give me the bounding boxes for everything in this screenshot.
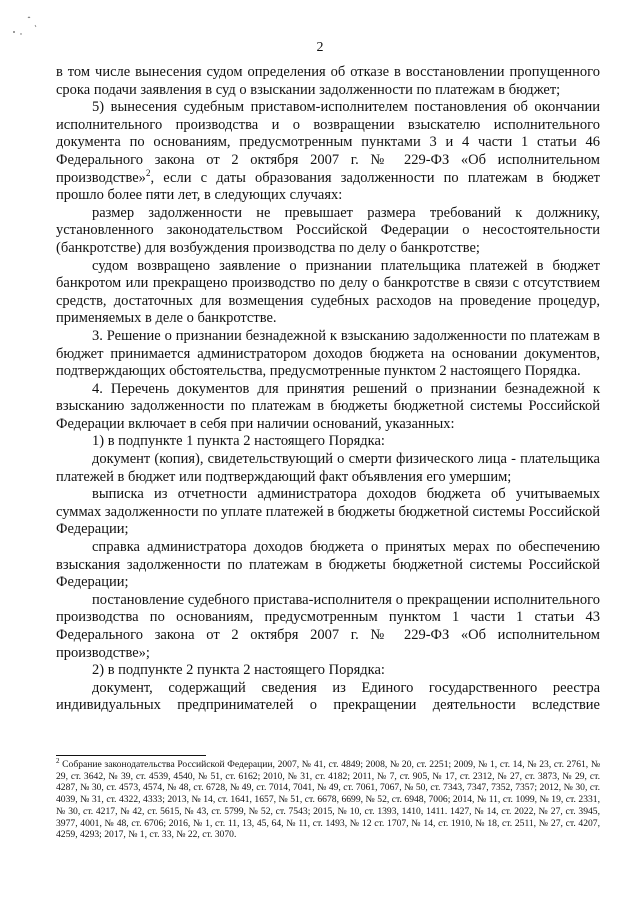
- footnote-reference: 2: [145, 167, 151, 178]
- paragraph-5-item-3: 3. Решение о признании безнадежной к взысканию задолженности по платежам в бюджет принимается администратором доходов бюджета на основании документов, подтверждающих обстоятельства, предусмотренные пунктом 2 настоящего Порядка.: [56, 327, 600, 380]
- scan-artifact-marks: [8, 12, 48, 42]
- footnote-text: Собрание законодательства Российской Федерации, 2007, № 41, ст. 4849; 2008, № 20, ст. 2251; 2009, № 1, ст. 14, № 23, ст. 2761, № 29, ст. 3642, № 39, ст. 4539, 4540, № 51, ст. 6162; 2010, № 31, ст. 4182; 2011, № 7, ст. 905, № 17, ст. 2312, № 27, ст. 3873, № 29, ст. 4287, № 30, ст. 4573, 4574, № 48, ст. 6728, № 49, ст. 7014, 7041, № 49, ст. 7061, 7067, № 50, ст. 7343, 7347, 7352, 7357; 2012, № 30, ст. 4039, № 31, ст. 4322, 4333; 2013, № 14, ст. 1641, 1657, № 51, ст. 6678, 6699, № 52, ст. 6948, 7006; 2014, № 11, ст. 1099, № 19, ст. 2331, № 30, ст. 4217, № 42, ст. 5615, № 43, ст. 5799, № 52, ст. 7543; 2015, № 10, ст. 1393, 1410, 1411. 1427, № 14, ст. 2022, № 27, ст. 3945, 3977, 4001, № 48, ст. 6706; 2016, № 1, ст. 11, 13, 45, 64, № 11, ст. 1493, № 12 ст. 1707, № 14, ст. 1910, № 18, ст. 2511, № 27, ст. 4207, 4259, 4293; 2017, № 1, ст. 33, № 22, ст. 3070.: [56, 759, 600, 841]
- footnote-divider: [56, 755, 206, 756]
- footnote-2: [56, 756, 600, 841]
- paragraph-4: судом возвращено заявление о признании плательщика платежей в бюджет банкротом или прекращено производство по делу о банкротстве в связи с отсутствием средств, достаточных для возмещения судебных расходов на проведение процедур, применяемых в деле о банкротстве.: [56, 257, 600, 327]
- paragraph-10: справка администратора доходов бюджета о принятых мерах по обеспечению взыскания задолженности по платежам в бюджеты бюджетной системы Российской Федерации;: [56, 539, 600, 591]
- paragraph-9: выписка из отчетности администратора доходов бюджета об учитываемых суммах задолженности по уплате платежей в бюджеты бюджетной системы Российской Федерации;: [56, 486, 600, 538]
- paragraph-2-text-before: 5) вынесения судебным приставом-исполнителем постановления об окончании исполнительного производства и о возвращении взыскателю исполнительного документа по основаниям, предусмотренным пунктами 3 и 4 части 1 статьи 46 Федерального закона от 2 октября 2007 г. № 229-ФЗ «Об исполнительном производстве»: [56, 99, 600, 186]
- paragraph-6-item-4: 4. Перечень документов для принятия решений о признании безнадежной к взысканию задолженности по платежам в бюджеты бюджетной системы Российской Федерации включает в себя при наличии оснований, указанных:: [56, 380, 600, 432]
- paragraph-12-subitem-2: 2) в подпункте 2 пункта 2 настоящего Порядка:: [92, 662, 385, 679]
- paragraph-8: документ (копия), свидетельствующий о смерти физического лица - плательщика платежей в бюджет или подтверждающий факт объявления его умершим;: [56, 451, 600, 485]
- paragraph-2-item-5: [56, 99, 600, 205]
- paragraph-11: постановление судебного пристава-исполнителя о прекращении исполнительного производства по основаниям, предусмотренным пунктом 1 части 1 статьи 43 Федерального закона от 2 октября 2007 г. № 229-ФЗ «Об исполнительном производстве»;: [56, 591, 600, 661]
- paragraph-1: в том числе вынесения судом определения об отказе в восстановлении пропущенного срока подачи заявления в суд о взыскании задолженности по платежам в бюджет;: [56, 64, 600, 98]
- document-body: [56, 64, 600, 715]
- paragraph-13: документ, содержащий сведения из Единого государственного реестра индивидуальных предпринимателей о прекращении деятельности вследствие: [56, 679, 600, 714]
- footnote-marker: 2: [56, 756, 60, 765]
- paragraph-3: размер задолженности не превышает размера требований к должнику, установленного законодательством Российской Федерации о несостоятельности (банкротстве) для возбуждения производства по делу о банкротстве;: [56, 204, 600, 256]
- paragraph-2-text-after: , если с даты образования задолженности по платежам в бюджет прошло более пяти лет, в следующих случаях:: [56, 169, 600, 204]
- page-number: 2: [316, 40, 324, 55]
- paragraph-7-subitem-1: 1) в подпункте 1 пункта 2 настоящего Порядка:: [92, 433, 385, 450]
